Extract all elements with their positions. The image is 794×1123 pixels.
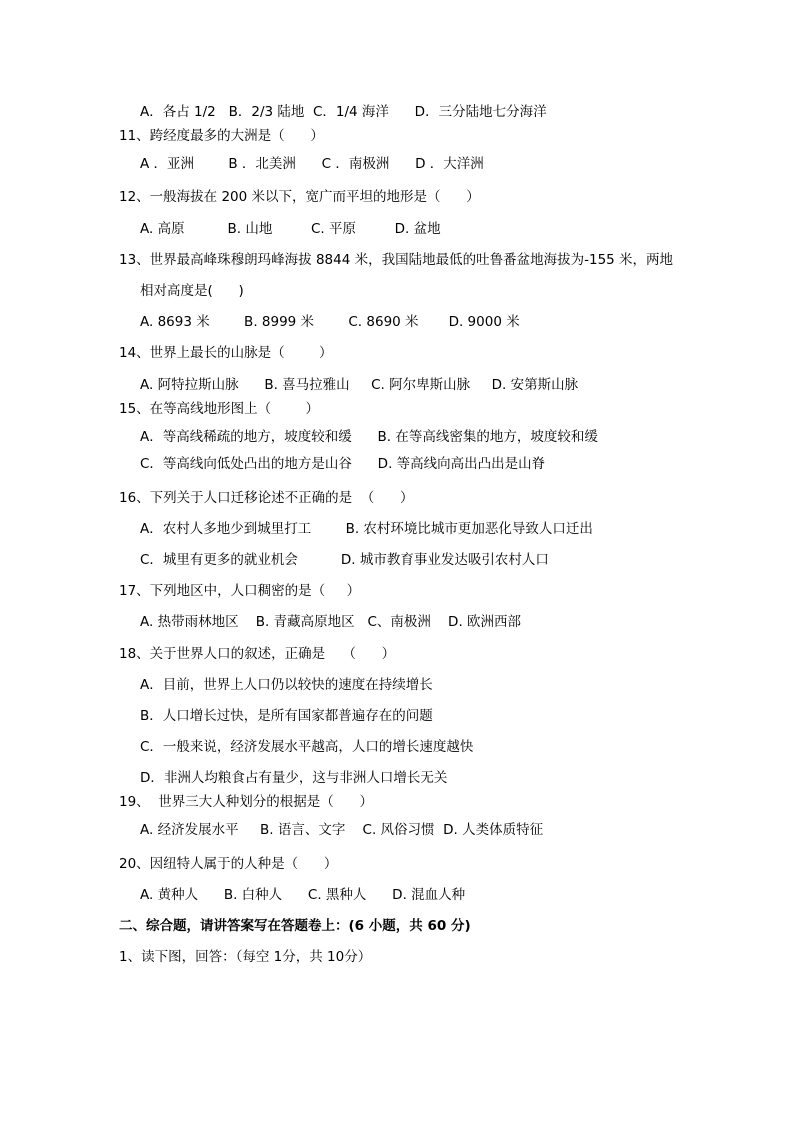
q14-options: A. 阿特拉斯山脉 B. 喜马拉雅山 C. 阿尔卑斯山脉 D. 安第斯山脉 xyxy=(140,377,579,393)
q18-option-c: C．一般来说，经济发展水平越高，人口的增长速度越快 xyxy=(140,739,474,755)
q20-options: A. 黄种人 B. 白种人 C. 黑种人 D. 混血人种 xyxy=(140,887,466,903)
q11-stem: 11、跨经度最多的大洲是（ ） xyxy=(119,128,324,144)
q13-stem-continued: 相对高度是( ) xyxy=(140,283,244,299)
q18-stem: 18、关于世界人口的叙述，正确是 （ ） xyxy=(119,646,396,662)
q17-options: A. 热带雨林地区 B. 青藏高原地区 C、南极洲 D. 欧洲西部 xyxy=(140,614,522,630)
q18-option-d: D．非洲人均粮食占有量少，这与非洲人口增长无关 xyxy=(140,770,448,786)
q15-options-cd: C．等高线向低处凸出的地方是山谷 D. 等高线向高出凸出是山脊 xyxy=(140,456,546,472)
q17-stem: 17、下列地区中，人口稠密的是（ ） xyxy=(119,583,361,599)
q16-stem: 16、下列关于人口迁移论述不正确的是 （ ） xyxy=(119,490,414,506)
q19-stem: 19、 世界三大人种划分的根据是（ ） xyxy=(119,794,374,810)
q14-stem: 14、世界上最长的山脉是（ ） xyxy=(119,345,333,361)
q11-options: A ．亚洲 B ．北美洲 C ．南极洲 D ．大洋洲 xyxy=(140,156,484,172)
q12-stem: 12、一般海拔在 200 米以下，宽广而平坦的地形是（ ） xyxy=(119,189,480,205)
q10-options: A．各占 1/2 B．2/3 陆地 C．1/4 海洋 D．三分陆地七分海洋 xyxy=(140,104,547,120)
q13-stem: 13、世界最高峰珠穆朗玛峰海拔 8844 米，我国陆地最低的吐鲁番盆地海拔为-155 米，两地 xyxy=(119,252,674,268)
q13-options: A. 8693 米 B. 8999 米 C. 8690 米 D. 9000 米 xyxy=(140,314,520,330)
q12-options: A. 高原 B. 山地 C. 平原 D. 盆地 xyxy=(140,221,441,237)
comprehensive-q1-stem: 1、读下图，回答：（每空 1分，共 10分） xyxy=(119,949,372,965)
q20-stem: 20、因纽特人属于的人种是（ ） xyxy=(119,856,338,872)
q16-options-cd: C．城里有更多的就业机会 D. 城市教育事业发达吸引农村人口 xyxy=(140,552,549,568)
q18-option-a: A．目前，世界上人口仍以较快的速度在持续增长 xyxy=(140,677,433,693)
q15-options-ab: A．等高线稀疏的地方，坡度较和缓 B. 在等高线密集的地方，坡度较和缓 xyxy=(140,429,598,445)
q15-stem: 15、在等高线地形图上（ ） xyxy=(119,401,320,417)
q19-options: A. 经济发展水平 B. 语言、文字 C. 风俗习惯 D. 人类体质特征 xyxy=(140,822,544,838)
q16-options-ab: A．农村人多地少到城里打工 B. 农村环境比城市更加恶化导致人口迁出 xyxy=(140,521,593,537)
section-heading: 二、综合题，请讲答案写在答题卷上：(6 小题，共 60 分) xyxy=(119,918,471,934)
q18-option-b: B．人口增长过快，是所有国家都普遍存在的问题 xyxy=(140,708,433,724)
